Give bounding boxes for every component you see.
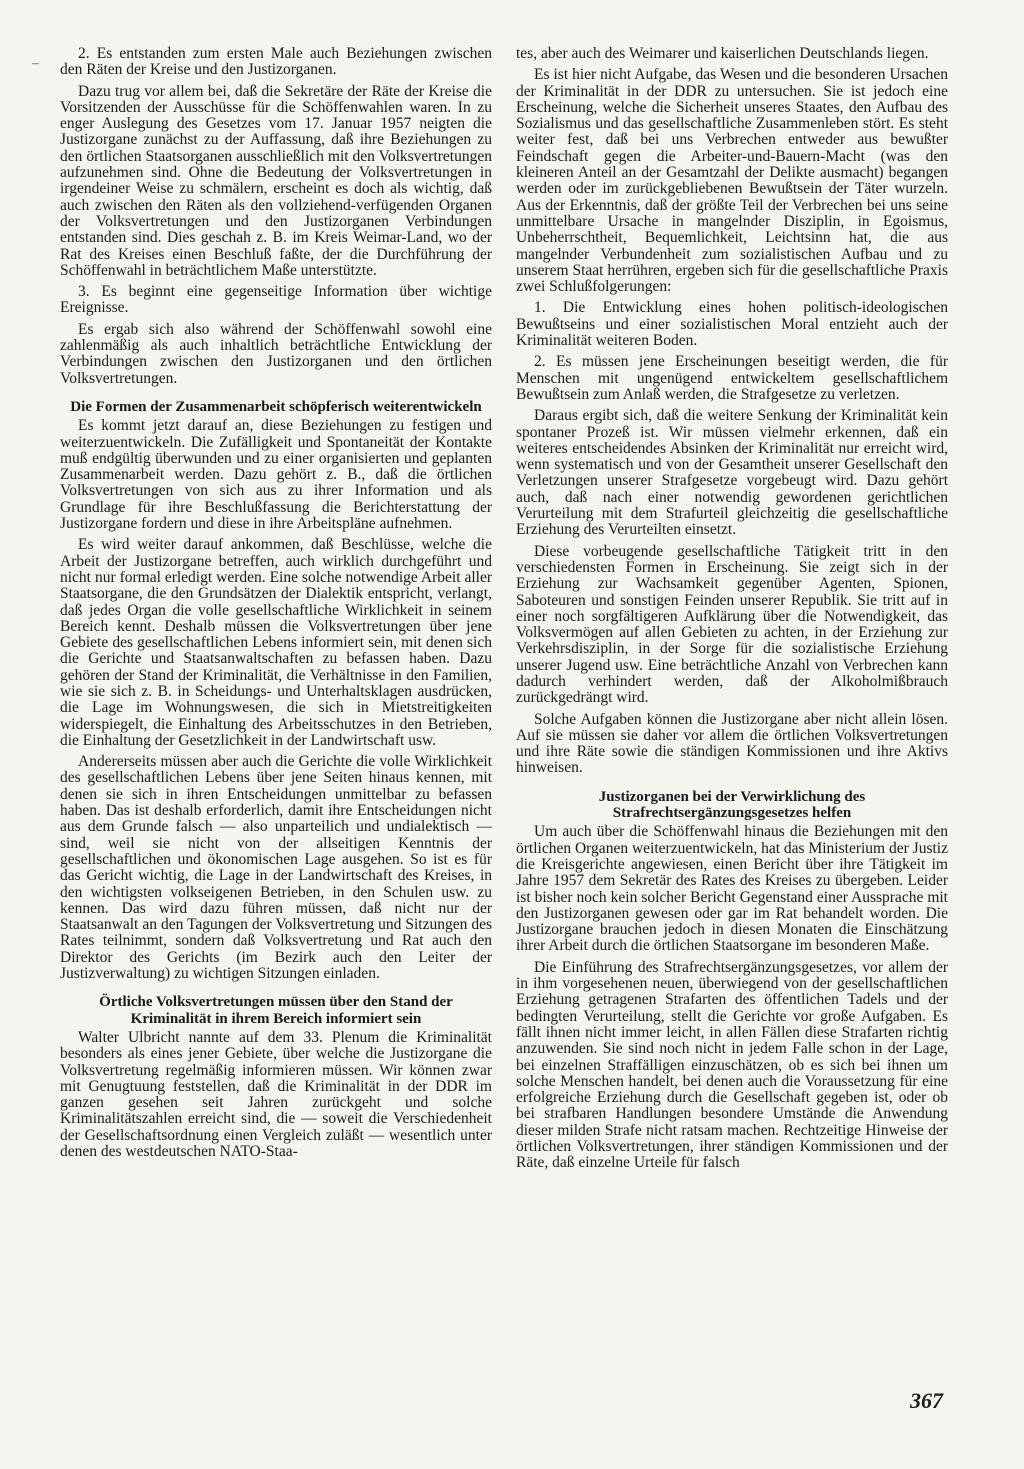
paragraph: Es ergab sich also während der Schöffenwahl sowohl eine zahlenmäßig als auch inhaltlich beträchtliche Entwicklung der Verbindungen zwischen den Justizorganen und den örtlichen Volksvertretungen.	[60, 320, 492, 387]
paragraph: tes, aber auch des Weimarer und kaiserlichen Deutschlands liegen.	[516, 45, 929, 62]
paragraph: Um auch über die Schöffenwahl hinaus die Beziehungen mit den örtlichen Organen weiterzuentwickeln, hat das Ministerium der Justiz die Kreisgerichte angewiesen, einen Bericht über ihre Tätigkeit im Jahre 1957 dem Sekretär des Rates des Kreises zu übergeben. Leider ist bisher noch kein solcher Bericht Gegenstand einer Aussprache mit den Justizorganen gewesen oder gar im Rat behandelt worden. Die Justizorgane brauchen jedoch in diesen Monaten die Einschätzung ihrer Arbeit durch die örtlichen Staatsorgane im besonderen Maße.	[516, 823, 948, 955]
paragraph: Daraus ergibt sich, daß die weitere Senkung der Kriminalität kein spontaner Prozeß ist. Wir müssen vielmehr erkennen, daß ein weiteres entscheidendes Absinken der Kriminalität nur erreicht wird, wenn systematisch und von der Gesamtheit unserer Gesellschaft den Verletzungen unserer Strafgesetze vorgebeugt wird. Dazu gehört auch, daß nach einer notwendig gewordenen gerichtlichen Verurteilung mit dem Strafurteil gleichzeitig die gesellschaftliche Erziehung des Verurteilten einsetzt.	[516, 407, 948, 539]
paragraph: Diese vorbeugende gesellschaftliche Tätigkeit tritt in den verschiedensten Formen in Erscheinung. Sie zeigt sich in der Erziehung zur Wachsamkeit gegenüber Agenten, Spionen, Saboteuren und sonstigen Feinden unserer Republik. Sie tritt auf in einer noch sorgfältigeren Aufklärung über die Notwendigkeit, das Volksvermögen auf allen Gebieten zu achten, in der Erziehung zur Verkehrsdisziplin, in der Sorge für die sozialistische Erziehung unserer Jugend usw. Eine beträchtliche Anzahl von Verbrechen kann dadurch verhindert werden, daß der Alkoholmißbrauch zurückgedrängt wird.	[516, 542, 948, 707]
paragraph: Solche Aufgaben können die Justizorgane aber nicht allein lösen. Auf sie müssen sie daher vor allem die örtlichen Volksvertretungen und ihre Räte sowie die ständigen Kommissionen und ihre Aktivs hinweisen.	[516, 710, 948, 777]
section-heading: Justizorganen bei der Verwirklichung des Strafrechtsergänzungsgesetzes helfen	[598, 788, 866, 822]
section-heading: Örtliche Volksvertretungen müssen über den Stand der Kriminalität in ihrem Bereich informiert sein	[99, 994, 453, 1027]
paragraph: Es wird weiter darauf ankommen, daß Beschlüsse, welche die Arbeit der Justizorgane betreffen, auch wirklich durchgeführt und nicht nur formal erledigt werden. Eine solche notwendige Arbeit aller Staatsorgane, die den Grundsätzen der Dialektik entspricht, verlangt, daß jedes Organ die volle gesellschaftliche Wirklichkeit in seinem Bereich kennt. Deshalb müssen die Volksvertretungen über jene Gebiete des gesellschaftlichen Lebens informiert sein, mit denen sich die Gerichte und Staatsanwaltschaften zu befassen haben. Dazu gehören der Stand der Kriminalität, die Verhältnisse in den Familien, wie sie sich z. B. in Scheidungs- und Unterhaltsklagen ausdrücken, die Lage im Wohnungswesen, die sich in Mietstreitigkeiten widerspiegelt, die Einhaltung des Arbeitsschutzes in den Betrieben, die Einhaltung der Gesetzlichkeit in der Landwirtschaft usw.	[60, 536, 492, 749]
paragraph: 1. Die Entwicklung eines hohen politisch-ideologischen Bewußtseins und einer sozialistischen Moral entzieht auch der Kriminalität weiteren Boden.	[516, 299, 948, 350]
margin-mark: –	[32, 56, 39, 71]
paragraph: Es ist hier nicht Aufgabe, das Wesen und die besonderen Ursachen der Kriminalität in der DDR zu untersuchen. Sie ist jedoch eine Erscheinung, welche die Sicherheit unseres Staates, den Aufbau des Sozialismus und das gesellschaftliche Zusammenleben stört. Es steht weiter fest, daß bei uns Verbrechen entweder aus bewußter Feindschaft gegen die Arbeiter-und-Bauern-Macht (was den kleineren Anteil an der Gesamtzahl der Delikte ausmacht) begangen werden oder im zurückgebliebenen Bewußtsein der Täter wurzeln. Aus der Erkenntnis, daß der größte Teil der Verbrechen bei uns seine unmittelbare Ursache in mangelnder Disziplin, in Egoismus, Unbeherrschtheit, Bequemlichkeit, Leichtsinn hat, die aus mangelnder Verbundenheit zum sozialistischen Aufbau und zu unserem Staat herrühren, ergeben sich für die gesellschaftliche Praxis zwei Schlußfolgerungen:	[516, 66, 948, 296]
paragraph: Dazu trug vor allem bei, daß die Sekretäre der Räte der Kreise die Vorsitzenden der Ausschüsse für die Schöffenwahlen waren. In zu enger Auslegung des Gesetzes vom 17. Januar 1957 neigten die Justizorgane zunächst zu der Auffassung, daß ihre Beziehungen zu den örtlichen Staatsorganen ausschließlich mit den Volksvertretungen aufzunehmen sind. Ohne die Bedeutung der Volksvertretungen in irgendeiner Weise zu schmälern, erscheint es doch als wichtig, daß auch zwischen den Räten als den vollziehend-verfügenden Organen der Volksvertretungen und den Justizorganen Verbindungen entstanden sind. Dies geschah z. B. im Kreis Weimar-Land, wo der Rat des Kreises einen Beschluß faßte, der die Durchführung der Schöffenwahl in beträchtlichem Maße unterstützte.	[60, 82, 492, 279]
paragraph: 2. Es entstanden zum ersten Male auch Beziehungen zwischen den Räten der Kreise und den Justizorganen.	[60, 45, 492, 79]
paragraph: Die Einführung des Strafrechtsergänzungsgesetzes, vor allem der in ihm vorgesehenen neuen, überwiegend von der gesellschaftlichen Erziehung getragenen Strafarten des öffentlichen Tadels und der bedingten Verurteilung, stellt die Gerichte vor große Aufgaben. Es fällt ihnen nicht immer leicht, in allen Fällen diese Strafarten richtig anzuwenden. Sie sind noch nicht in jedem Falle schon in der Lage, bei einzelnen Straffälligen einzuschätzen, ob es sich bei ihnen um solche Menschen handelt, bei denen auch die Voraussetzung für eine erfolgreiche Erziehung durch die Gesellschaft gegeben ist, oder ob bei strafbaren Handlungen besondere Umstände die Anwendung dieser milden Strafe nicht ratsam machen. Rechtzeitige Hinweise der örtlichen Volksvertretungen, ihrer ständigen Kommissionen und der Räte, daß einzelne Urteile für falsch	[516, 958, 948, 1172]
paragraph: 2. Es müssen jene Erscheinungen beseitigt werden, die für Menschen mit ungenügend entwickeltem gesellschaftlichem Bewußtsein zum Anlaß werden, die Strafgesetze zu verletzen.	[516, 353, 948, 403]
section-heading: Die Formen der Zusammenarbeit schöpferisch weiterentwickeln	[70, 398, 482, 415]
left-column	[60, 46, 492, 1165]
paragraph: Es kommt jetzt darauf an, diese Beziehungen zu festigen und weiterzuentwickeln. Die Zufälligkeit und Spontaneität der Kontakte muß endgültig überwunden und zu einer organisierten und geplanten Zusammenarbeit werden. Dazu gehört z. B., daß die örtlichen Volksvertretungen von sich aus zu ihrer Information und als Grundlage für ihre Beschlußfassung die Berichterstattung der Justizorgane fordern und diese in ihre Arbeitspläne aufnehmen.	[60, 417, 492, 533]
right-column	[516, 46, 948, 1177]
paragraph: Andererseits müssen aber auch die Gerichte die volle Wirklichkeit des gesellschaftlichen Lebens über jene Seiten hinaus kennen, mit denen sie sich in ihren Entscheidungen unmittelbar zu befassen haben. Das ist deshalb erforderlich, damit ihre Entscheidungen nicht aus dem Grunde falsch — also unparteilich und undialektisch — sind, weil sie nicht von der allseitigen Kenntnis der gesellschaftlichen und ökonomischen Lage ausgehen. So ist es für das Gericht wichtig, die Lage in der Landwirtschaft des Kreises, in den wichtigsten volkseigenen Betrieben, in den Schulen usw. zu kennen. Das wird dazu führen müssen, daß nicht nur der Staatsanwalt an den Tagungen der Volksvertretung und Sitzungen des Rates teilnimmt, sondern daß Volksvertretung und Rat auch den Direktor des Gerichts (im Bezirk auch den Leiter der Justizverwaltung) zu wichtigen Sitzungen einladen.	[60, 753, 492, 983]
page-number: 367	[910, 1388, 943, 1413]
paragraph: Walter Ulbricht nannte auf dem 33. Plenum die Kriminalität besonders als eines jener Gebiete, über welche die Justizorgane die Volksvertretung regelmäßig informieren müssen. Wir können zwar mit Genugtuung feststellen, daß die Kriminalität in der DDR im ganzen gesehen seit Jahren zurückgeht und solche Kriminalitätszahlen erreicht sind, die — soweit die Verschiedenheit der Gesellschaftsordnung einen Vergleich zuläßt — wesentlich unter denen des westdeutschen NATO-Staa-	[60, 1028, 492, 1160]
paragraph: 3. Es beginnt eine gegenseitige Information über wichtige Ereignisse.	[60, 283, 492, 317]
